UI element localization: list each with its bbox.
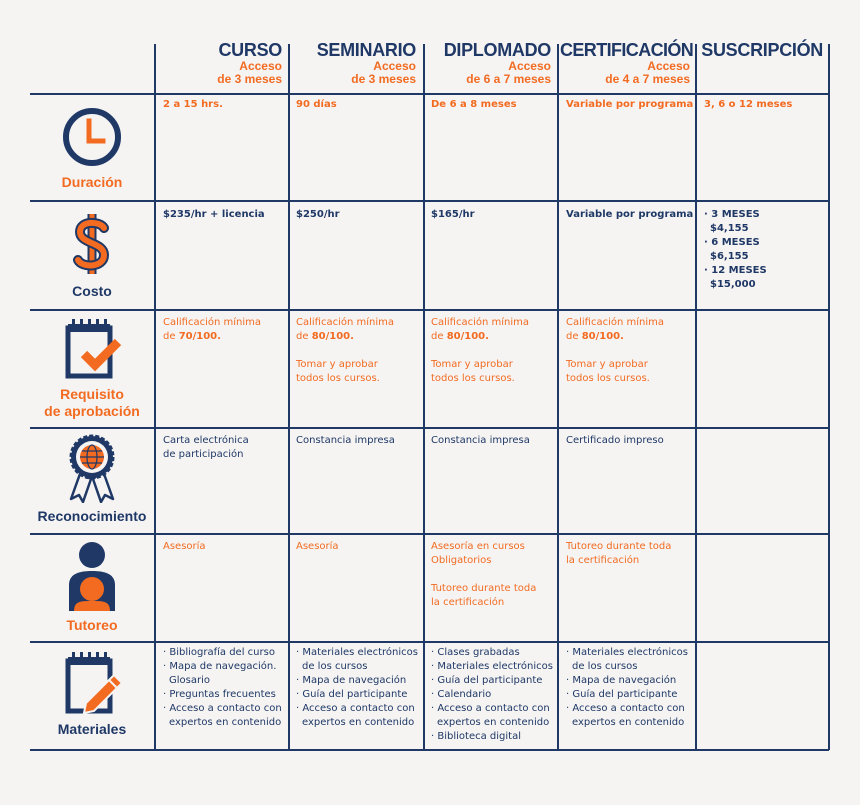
list-item: · Acceso a contacto con expertos en contenido	[566, 702, 688, 730]
row-header-reconocimiento	[30, 429, 154, 533]
table-cell: $165/hr	[431, 209, 475, 220]
checklist-icon	[60, 318, 124, 382]
grid-vline	[828, 44, 830, 750]
table-cell: 3, 6 o 12 meses	[704, 99, 793, 110]
column-subtitle: de 3 meses	[351, 72, 416, 86]
column-subtitle: Acceso	[373, 59, 416, 73]
row-label: Materiales	[57, 721, 127, 737]
subscription-prices	[704, 208, 767, 292]
list-item: · Guía del participante	[296, 688, 418, 702]
list-item: · Materiales electrónicos	[431, 660, 553, 674]
column-header-curso	[158, 40, 282, 86]
grid-hline	[30, 749, 829, 751]
row-label: Costo	[72, 283, 112, 299]
award-ribbon-icon	[67, 433, 117, 503]
column-subtitle: de 4 a 7 meses	[605, 72, 690, 86]
grid-vline	[423, 44, 425, 750]
column-subtitle: Acceso	[239, 59, 282, 73]
row-header-tutoreo	[30, 535, 154, 641]
list-item: · Acceso a contacto con expertos en contenido	[163, 702, 282, 730]
table-cell: $250/hr	[296, 209, 340, 220]
tutor-person-icon	[65, 541, 119, 611]
subscription-plan: · 6 MESES	[704, 237, 760, 248]
list-item: · Clases grabadas	[431, 646, 553, 660]
table-cell: Variable por programa	[566, 99, 694, 110]
subscription-price: $4,155	[710, 223, 749, 234]
column-subtitle: de 3 meses	[217, 72, 282, 86]
column-header-suscripcion	[699, 40, 823, 60]
table-cell: Constancia impresa	[431, 435, 530, 446]
table-cell: Asesoría	[296, 541, 339, 552]
clock-icon	[61, 106, 123, 168]
table-cell	[431, 646, 553, 744]
table-cell	[163, 646, 282, 730]
table-cell: Calificación mínima de 70/100.	[163, 317, 262, 342]
table-cell: 2 a 15 hrs.	[163, 99, 223, 110]
subscription-price: $15,000	[710, 279, 756, 290]
table-cell: Calificación mínima de 80/100. Tomar y aprobar todos los cursos.	[296, 317, 395, 384]
row-header-costo	[30, 202, 154, 309]
row-label: Tutoreo	[66, 617, 118, 633]
row-label: Requisito de aprobación	[44, 386, 140, 419]
table-cell: Asesoría	[163, 541, 206, 552]
row-label: Duración	[61, 174, 123, 190]
list-item: · Materiales electrónicos de los cursos	[296, 646, 418, 674]
list-item: · Mapa de navegación	[566, 674, 688, 688]
table-cell: Variable por programa	[566, 209, 694, 220]
table-cell	[296, 646, 418, 730]
table-cell: Tutoreo durante toda la certificación	[566, 541, 672, 566]
table-cell: $235/hr + licencia	[163, 209, 265, 220]
column-subtitle: Acceso	[508, 59, 551, 73]
table-cell: Calificación mínima de 80/100. Tomar y aprobar todos los cursos.	[431, 317, 530, 384]
list-item: · Preguntas frecuentes	[163, 688, 282, 702]
list-item: · Acceso a contacto con expertos en contenido	[296, 702, 418, 730]
table-cell: Certificado impreso	[566, 435, 664, 446]
table-cell: Carta electrónica de participación	[163, 435, 249, 460]
row-header-requisito	[30, 311, 154, 427]
column-subtitle: Acceso	[647, 59, 690, 73]
column-title: SUSCRIPCIÓN	[701, 40, 823, 60]
table-cell: Asesoría en cursos Obligatorios Tutoreo durante toda la certificación	[431, 541, 537, 608]
grid-vline	[695, 44, 697, 750]
subscription-price: $6,155	[710, 251, 749, 262]
grid-vline	[154, 44, 156, 750]
list-item: · Materiales electrónicos de los cursos	[566, 646, 688, 674]
column-header-diplomado	[427, 40, 551, 86]
subscription-plan: · 12 MESES	[704, 265, 767, 276]
dollar-icon	[72, 210, 112, 278]
column-title: DIPLOMADO	[443, 40, 551, 60]
list-item: · Mapa de navegación. Glosario	[163, 660, 282, 688]
grid-vline	[288, 44, 290, 750]
list-item: · Guía del participante	[566, 688, 688, 702]
column-header-seminario	[292, 40, 416, 86]
column-title: CERTIFICACIÓN	[560, 40, 694, 60]
table-cell: Calificación mínima de 80/100. Tomar y aprobar todos los cursos.	[566, 317, 665, 384]
list-item: · Acceso a contacto con expertos en contenido	[431, 702, 553, 730]
list-item: · Bibliografía del curso	[163, 646, 282, 660]
subscription-plan: · 3 MESES	[704, 209, 760, 220]
list-item: · Calendario	[431, 688, 553, 702]
table-cell	[566, 646, 688, 730]
list-item: · Biblioteca digital	[431, 730, 553, 744]
column-header-certificacion	[560, 40, 694, 86]
list-item: · Mapa de navegación	[296, 674, 418, 688]
table-cell: 90 días	[296, 99, 337, 110]
table-cell: De 6 a 8 meses	[431, 99, 517, 110]
table-cell: Constancia impresa	[296, 435, 395, 446]
column-subtitle: de 6 a 7 meses	[466, 72, 551, 86]
row-label: Reconocimiento	[37, 508, 147, 524]
list-item: · Guía del participante	[431, 674, 553, 688]
pencil-notepad-icon	[60, 651, 124, 717]
row-header-materiales	[30, 643, 154, 749]
row-header-duracion	[30, 95, 154, 200]
column-title: SEMINARIO	[316, 40, 416, 60]
column-title: CURSO	[218, 40, 282, 60]
grid-vline	[557, 44, 559, 750]
